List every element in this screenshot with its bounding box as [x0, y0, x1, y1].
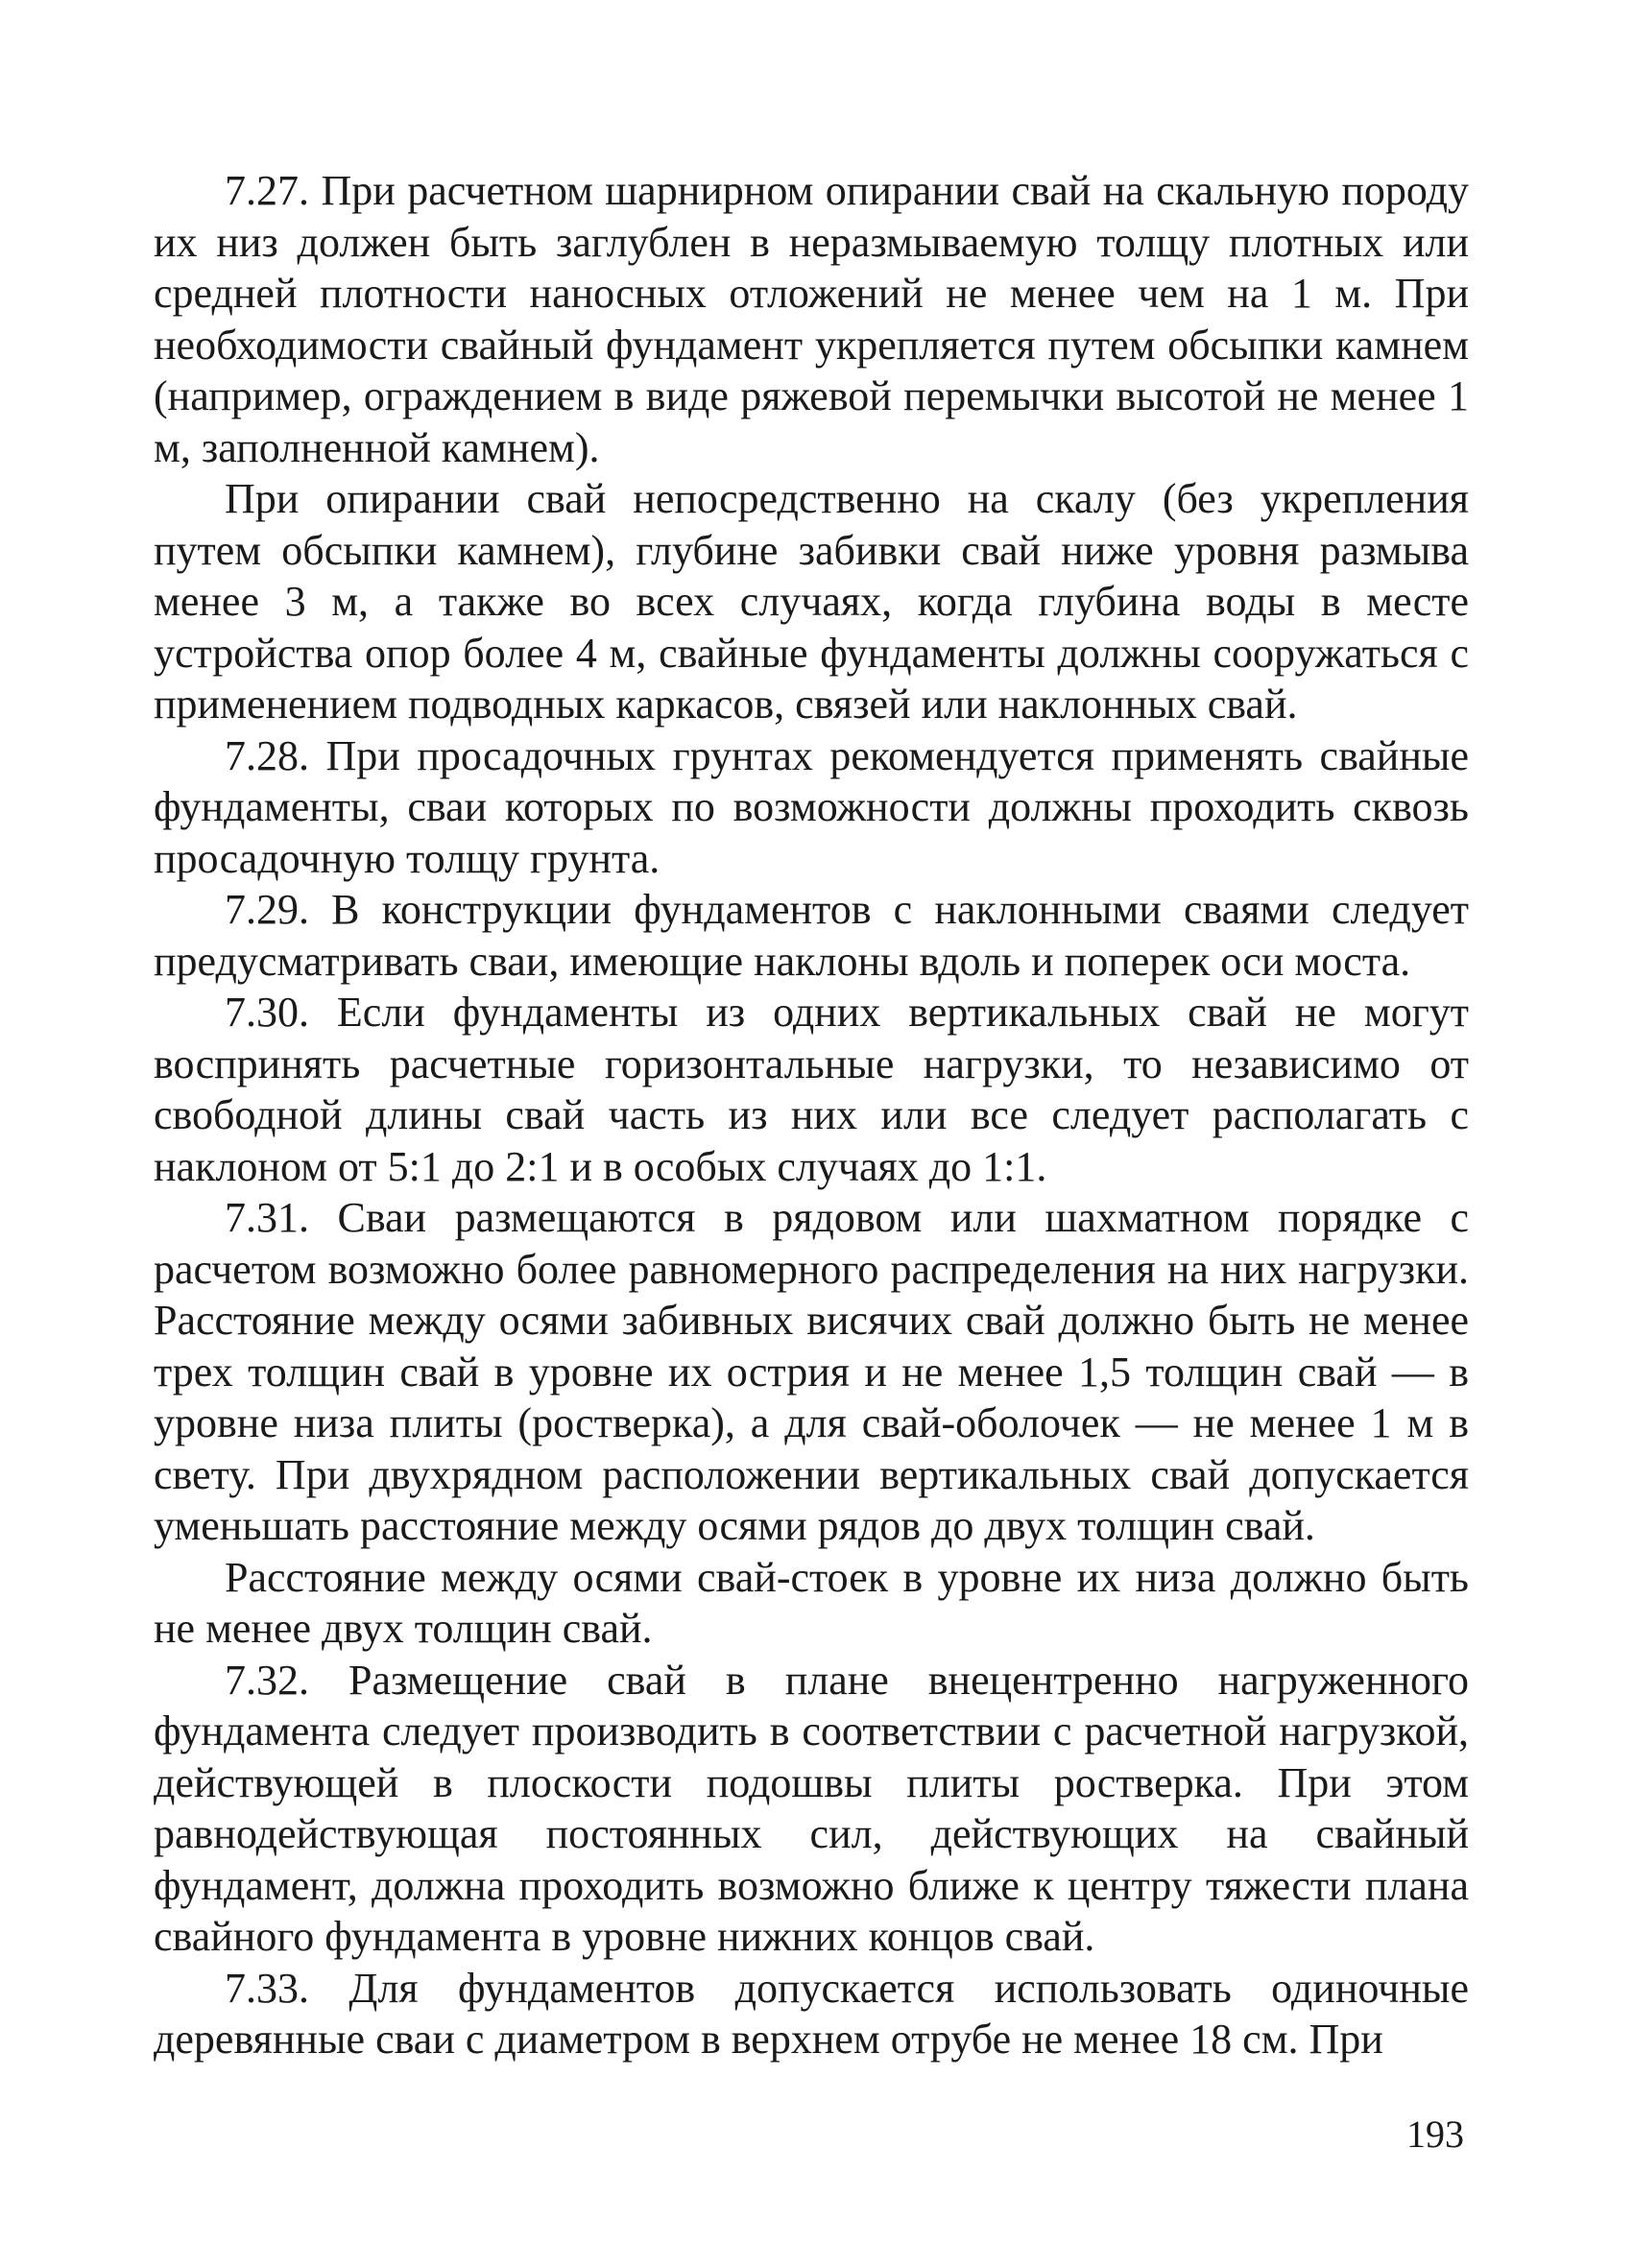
- paragraph-7-31-continued: Расстояние между осями свай-стоек в уровне их низа должно быть не менее двух толщин свай.: [154, 1553, 1469, 1652]
- paragraph-7-31: 7.31. Сваи размещаются в рядовом или шахматном порядке с расчетом возможно более равномерного распределения на них нагрузки. Расстояние между осями забивных висячих свай должно быть не менее трех толщин свай в уровне их острия и не менее 1,5 толщин свай — в уровне низа плиты (ростверка), а для свай-оболочек — не менее 1 м в свету. При двухрядном расположении вертикальных свай допускается уменьшать расстояние между осями рядов до двух толщин свай.: [154, 1194, 1469, 1549]
- paragraph-7-29: 7.29. В конструкции фундаментов с наклонными сваями следует предусматривать сваи, имеющие наклоны вдоль и поперек оси моста.: [154, 886, 1469, 985]
- paragraph-7-28: 7.28. При просадочных грунтах рекомендуется применять свайные фундаменты, сваи которых по возможности должны проходить сквозь просадочную толщу грунта.: [154, 731, 1469, 882]
- paragraph-7-27: 7.27. При расчетном шарнирном опирании свай на скальную породу их низ должен быть заглублен в неразмываемую толщу плотных или средней плотности наносных отложений не менее чем на 1 м. При необходимости свайный фундамент укрепляется путем обсыпки камнем (например, ограждением в виде ряжевой перемычки высотой не менее 1 м, заполненной камнем).: [154, 167, 1469, 471]
- paragraph-7-32: 7.32. Размещение свай в плане внецентренно нагруженного фундамента следует производить в соответствии с расчетной нагрузкой, действующей в плоскости подошвы плиты ростверка. При этом равнодействующая постоянных сил, действующих на свайный фундамент, должна проходить возможно ближе к центру тяжести плана свайного фундамента в уровне нижних концов свай.: [154, 1656, 1469, 1960]
- paragraph-7-27-continued: При опирании свай непосредственно на скалу (без укрепления путем обсыпки камнем), глубине забивки свай ниже уровня размыва менее 3 м, а также во всех случаях, когда глубина воды в месте устройства опор более 4 м, свайные фундаменты должны сооружаться с применением подводных каркасов, связей или наклонных свай.: [154, 475, 1469, 728]
- page-number: 193: [1406, 2113, 1464, 2156]
- body-text: [154, 165, 1469, 2065]
- paragraph-7-33: 7.33. Для фундаментов допускается использовать одиночные деревянные сваи с диаметром в верхнем отрубе не менее 18 см. При: [154, 1964, 1469, 2063]
- paragraph-7-30: 7.30. Если фундаменты из одних вертикальных свай не могут воспринять расчетные горизонтальные нагрузки, то независимо от свободной длины свай часть из них или все следует располагать с наклоном от 5:1 до 2:1 и в особых случаях до 1:1.: [154, 989, 1469, 1190]
